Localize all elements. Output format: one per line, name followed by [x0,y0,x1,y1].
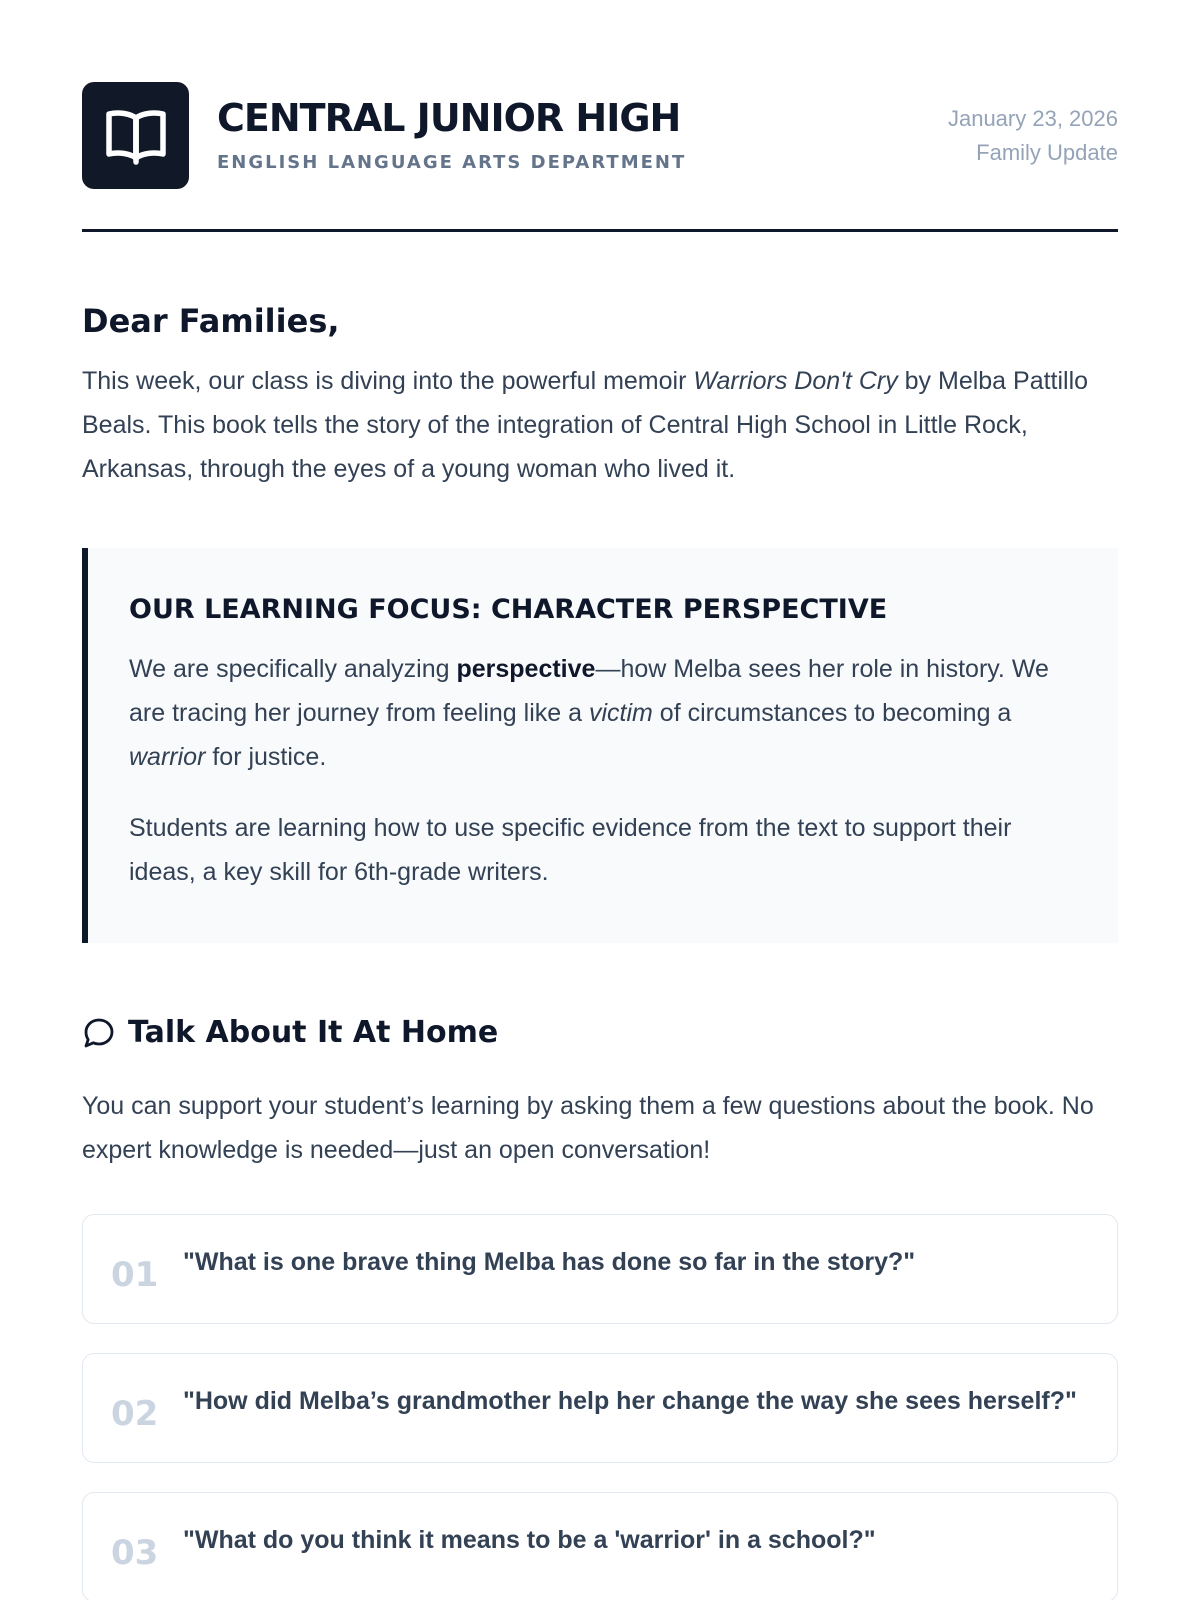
question-text: "How did Melba’s grandmother help her change the way she sees herself?" [183,1386,1077,1415]
question-card [82,1353,1118,1463]
question-text: "What is one brave thing Melba has done so far in the story?" [183,1247,916,1276]
open-book-icon [103,106,169,166]
question-card [82,1214,1118,1324]
header [82,82,1118,232]
question-text: "What do you think it means to be a 'warrior' in a school?" [183,1525,876,1554]
question-number: 02 [111,1394,159,1434]
header-meta [948,102,1118,170]
focus-keyword-perspective: perspective [456,655,596,683]
question-number: 03 [111,1533,159,1573]
focus-paragraph-2: Students are learning how to use specific evidence from the text to support their ideas, a key skill for 6th-grade writers. [129,814,1012,886]
focus-paragraph-1 [129,647,1078,779]
greeting: Dear Families, [82,302,340,340]
focus-keyword-warrior: warrior [129,743,206,771]
focus-text: —how Melba sees her role in history. We are tracing her journey from feeling like a [129,655,1049,727]
question-card [82,1492,1118,1600]
focus-keyword-victim: victim [588,699,653,727]
logo [82,82,189,189]
question-number: 01 [111,1255,159,1295]
learning-focus-title: OUR LEARNING FOCUS: CHARACTER PERSPECTIVE [129,594,888,625]
intro-text-2: by Melba Pattillo Beals. This book tells the story of the integration of Central High School in Little Rock, Arkansas, through the eyes of a young woman who lived it. [82,367,1089,483]
talk-intro: You can support your student’s learning by asking them a few questions about the book. No expert knowledge is needed—just an open conversation! [82,1092,1094,1164]
intro-text-1: This week, our class is diving into the powerful memoir [82,367,694,395]
document-type: Family Update [976,140,1118,165]
talk-title: Talk About It At Home [128,1015,499,1050]
focus-text: for justice. [205,743,327,771]
issue-date: January 23, 2026 [947,106,1118,131]
focus-text: We are specifically analyzing [129,655,457,683]
department-name: ENGLISH LANGUAGE ARTS DEPARTMENT [217,152,687,173]
chat-bubble-icon [82,1016,116,1050]
school-name: CENTRAL JUNIOR HIGH [217,96,681,140]
talk-section-heading [82,1015,498,1050]
question-list [82,1214,1118,1600]
book-title: Warriors Don't Cry [693,367,898,395]
focus-text: of circumstances to becoming a [652,699,1012,727]
intro-paragraph [82,359,1118,491]
learning-focus-box [82,548,1118,943]
